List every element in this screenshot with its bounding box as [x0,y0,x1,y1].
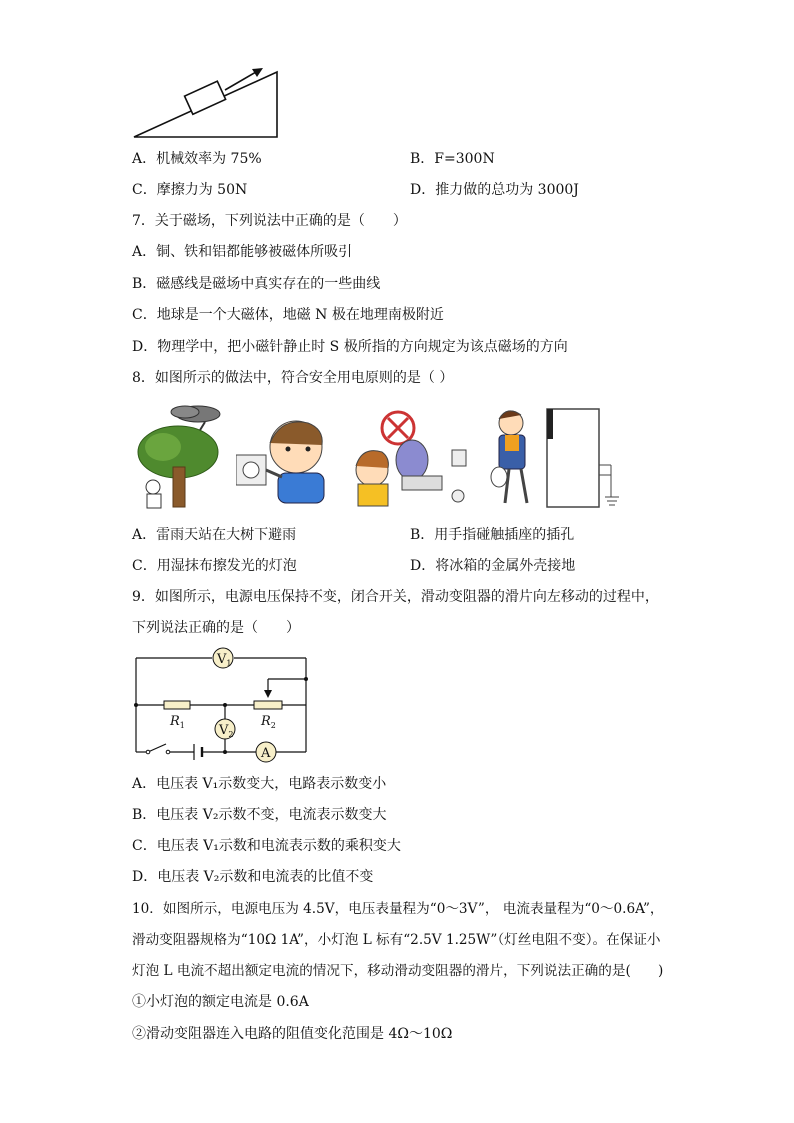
q8-illustration-socket-child [236,415,348,507]
q10-line1: 10．如图所示，电源电压为 4.5V，电压表量程为“0～3V”， 电流表量程为“0～0.6A”， [132,901,664,917]
q8-option-c: C．用湿抹布擦发光的灯泡 [132,558,297,574]
q9-stem-line1: 9．如图所示，电源电压保持不变，闭合开关，滑动变阻器的滑片向左移动的过程中， [132,589,659,605]
q9-stem-line2: 下列说法正确的是（ ） [132,620,300,636]
q10-item1: ①小灯泡的额定电流是 0.6A [132,994,309,1010]
ammeter-label: A [261,746,271,761]
q8-illustration-wet-cloth-bulb [352,410,480,508]
q9-option-a: A．电压表 V₁示数变大，电路表示数变小 [132,776,387,792]
q7-option-a: A．铜、铁和铝都能够被磁体所吸引 [132,244,353,260]
q9-option-d: D．电压表 V₂示数和电流表的比值不变 [132,869,374,885]
v2-label: $V_2$ [219,723,234,739]
q10-item2: ②滑动变阻器连入电路的阻值变化范围是 4Ω～10Ω [132,1026,453,1042]
q8-stem: 8．如图所示的做法中，符合安全用电原则的是（ ） [132,370,454,386]
q9-circuit-diagram [130,645,312,763]
q8-option-d: D．将冰箱的金属外壳接地 [410,558,576,574]
q10-line2: 滑动变阻器规格为“10Ω 1A”，小灯泡 L 标有“2.5V 1.25W”（灯丝电阻不变）。在保证小 [132,932,661,948]
q6-option-c: C．摩擦力为 50N [132,182,248,198]
q8-option-b: B．用手指碰触插座的插孔 [410,527,575,543]
q6-option-a: A．机械效率为 75% [132,151,262,167]
q8-illustration-fridge-ground [487,405,627,509]
q7-option-d: D．物理学中，把小磁针静止时 S 极所指的方向规定为该点磁场的方向 [132,339,568,355]
q6-option-b: B．F=300N [410,151,495,167]
q8-option-a: A．雷雨天站在大树下避雨 [132,527,297,543]
q9-option-b: B．电压表 V₂示数不变，电流表示数变大 [132,807,387,823]
q7-option-c: C．地球是一个大磁体，地磁 N 极在地理南极附近 [132,307,444,323]
q7-stem: 7．关于磁场，下列说法中正确的是（ ） [132,213,407,229]
r2-label: $R_2$ [261,714,276,730]
q8-illustration-tree-lightning [133,402,233,512]
incline-figure [130,60,282,140]
v1-label: $V_1$ [217,652,232,668]
q10-line3: 灯泡 L 电流不超出额定电流的情况下，移动滑动变阻器的滑片，下列说法正确的是( ) [132,963,664,979]
q9-option-c: C．电压表 V₁示数和电流表示数的乘积变大 [132,838,401,854]
r1-label: $R_1$ [170,714,185,730]
q7-option-b: B．磁感线是磁场中真实存在的一些曲线 [132,276,381,292]
q6-option-d: D．推力做的总功为 3000J [410,182,579,198]
